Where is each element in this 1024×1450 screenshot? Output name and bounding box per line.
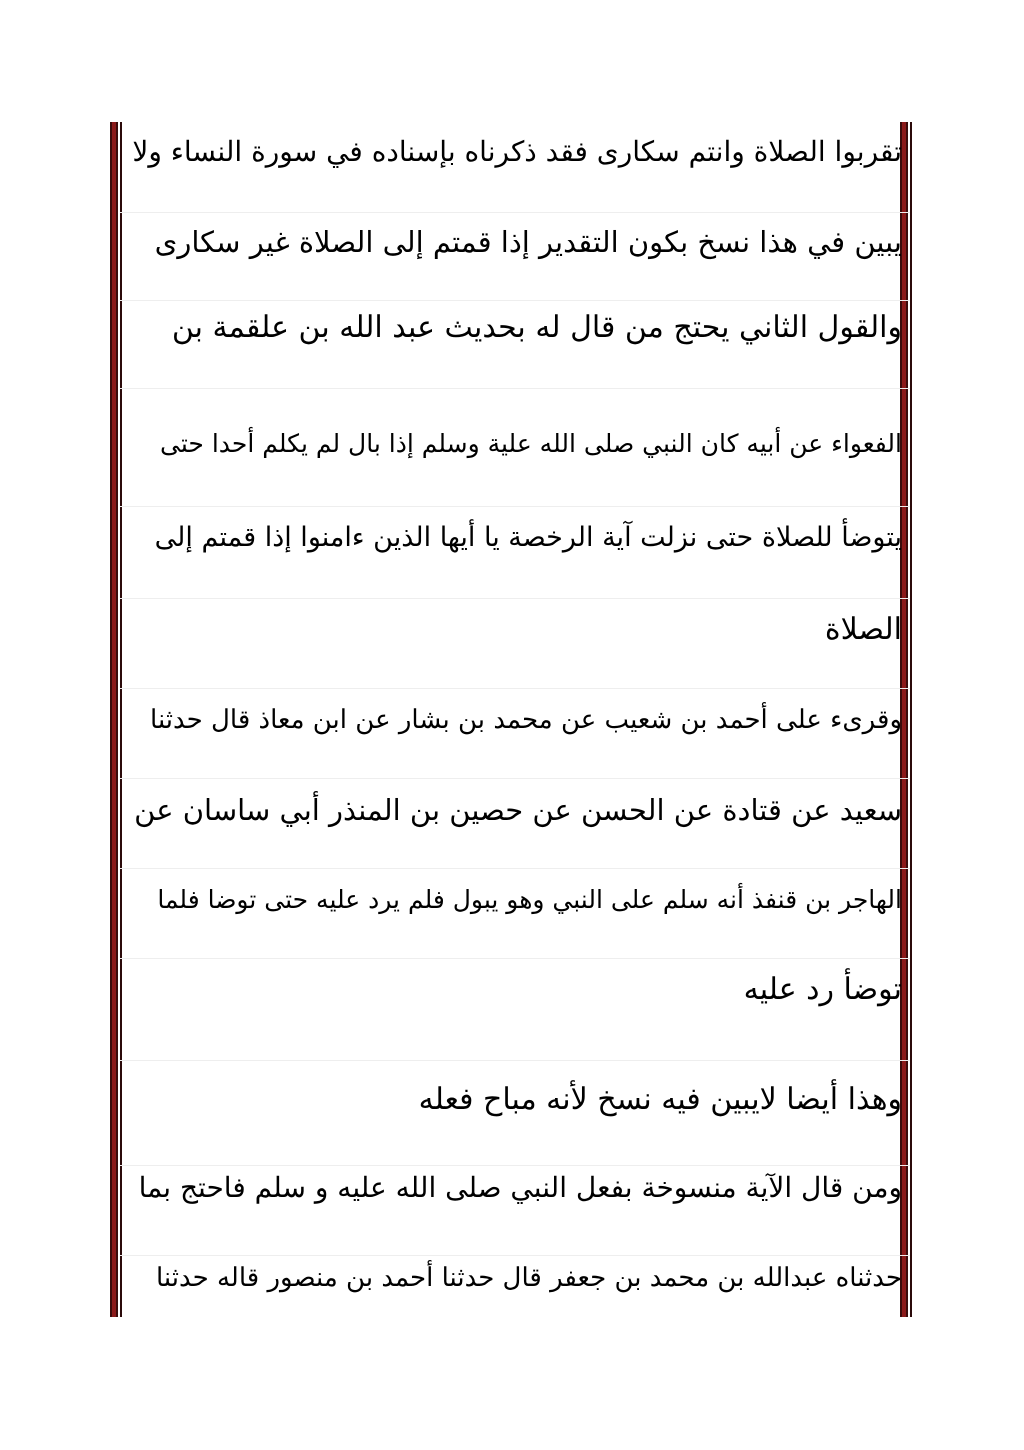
line-separator xyxy=(120,598,910,599)
text-line: وهذا أيضا لايبين فيه نسخ لأنه مباح فعله xyxy=(418,1082,902,1117)
text-line: الهاجر بن قنفذ أنه سلم على النبي وهو يبول فلم يرد عليه حتى توضا فلما xyxy=(157,885,902,914)
line-separator xyxy=(120,388,910,389)
line-separator xyxy=(120,958,910,959)
text-line: ومن قال الآية منسوخة بفعل النبي صلى الله عليه و سلم فاحتج بما xyxy=(138,1171,902,1204)
line-separator xyxy=(120,1060,910,1061)
text-line: يبين في هذا نسخ بكون التقدير إذا قمتم إلى الصلاة غير سكارى xyxy=(154,225,902,259)
text-line: تقربوا الصلاة وانتم سكارى فقد ذكرناه بإسناده في سورة النساء ولا xyxy=(132,135,902,168)
right-border-thin-rule xyxy=(910,122,912,1317)
left-border-rule xyxy=(110,122,118,1317)
left-border-thin-rule xyxy=(120,122,122,1317)
text-line: سعيد عن قتادة عن الحسن عن حصين بن المنذر أبي ساسان عن xyxy=(134,793,902,827)
line-separator xyxy=(120,506,910,507)
text-line: الفعواء عن أبيه كان النبي صلى الله علية وسلم إذا بال لم يكلم أحدا حتى xyxy=(160,429,902,458)
text-line: الصلاة xyxy=(824,612,902,647)
text-line: توضأ رد عليه xyxy=(743,972,902,1007)
line-separator xyxy=(120,778,910,779)
text-line: حدثناه عبدالله بن محمد بن جعفر قال حدثنا أحمد بن منصور قاله حدثنا xyxy=(156,1263,902,1293)
text-line: وقرىء على أحمد بن شعيب عن محمد بن بشار عن ابن معاذ قال حدثنا xyxy=(150,705,902,735)
text-line: يتوضأ للصلاة حتى نزلت آية الرخصة يا أيها الذين ءامنوا إذا قمتم إلى xyxy=(154,522,902,553)
line-separator xyxy=(120,688,910,689)
line-separator xyxy=(120,868,910,869)
text-line: والقول الثاني يحتج من قال له بحديث عبد الله بن علقمة بن xyxy=(171,310,902,345)
